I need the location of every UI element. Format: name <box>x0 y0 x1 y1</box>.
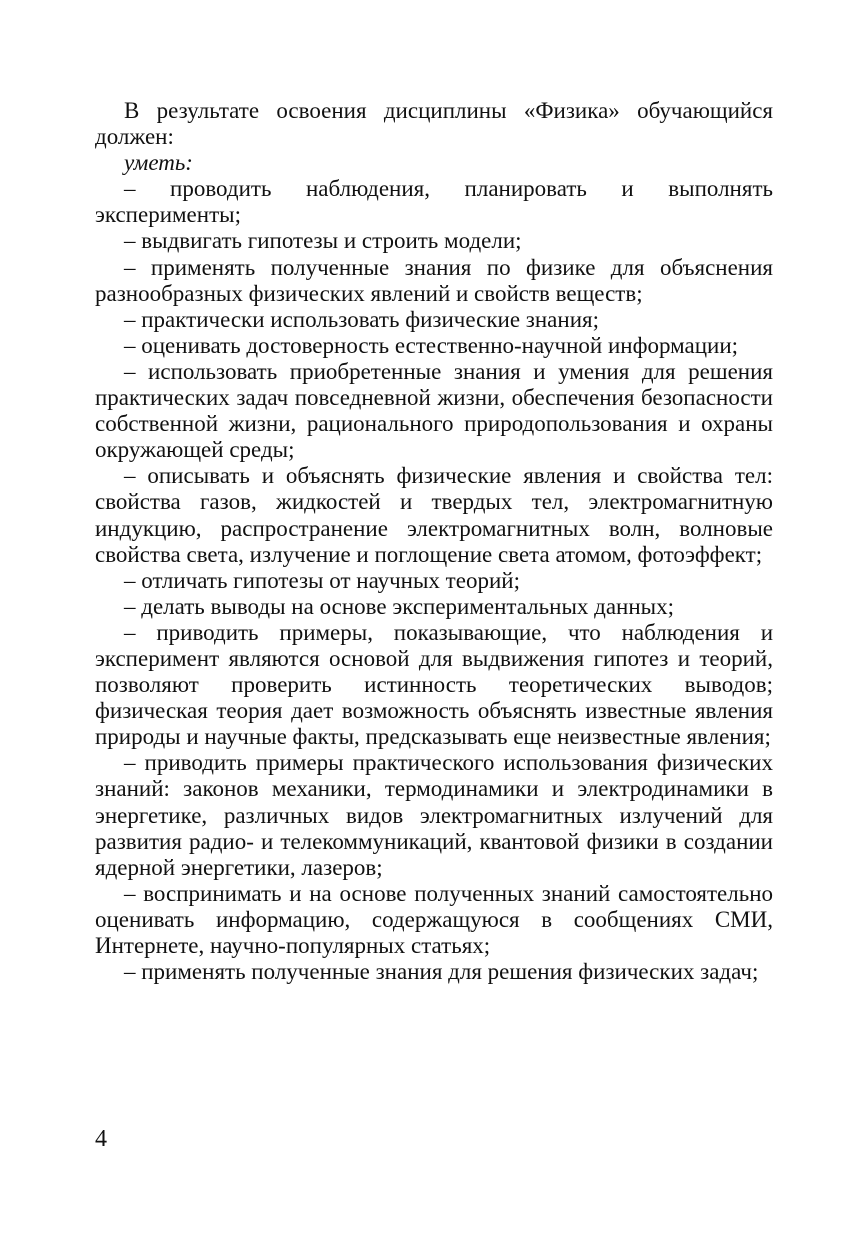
list-item: – применять полученные знания для решения физических задач; <box>124 959 759 985</box>
intro-paragraph: В результате освоения дисциплины «Физика» обучающийся должен: <box>95 98 773 150</box>
list-item: – описывать и объяснять физические явления и свойства тел: свойства газов, жидкостей и твердых тел, электромагнитную индукцию, распространение электромагнитных волн, волновые свойства света, излучение и поглощение света атомом, фотоэффект; <box>95 463 773 567</box>
list-item: – применять полученные знания по физике для объяснения разнообразных физических явлений и свойств веществ; <box>95 254 773 306</box>
list-item: – проводить наблюдения, планировать и выполнять эксперименты; <box>95 176 773 228</box>
page-body <box>95 98 773 985</box>
list-item: – приводить примеры практического использования физических знаний: законов механики, термодинамики и электродинамики в энергетике, различных видов электромагнитных излучений для развития радио- и телекоммуникаций, квантовой физики в создании ядерной энергетики, лазеров; <box>95 750 773 880</box>
skills-subheading: уметь: <box>124 150 193 176</box>
list-item: – практически использовать физические знания; <box>124 306 599 332</box>
list-item: – оценивать достоверность естественно-научной информации; <box>124 332 739 358</box>
list-item: – воспринимать и на основе полученных знаний самостоятельно оценивать информацию, содержащуюся в сообщениях СМИ, Интернете, научно-популярных статьях; <box>95 880 773 958</box>
list-item: – выдвигать гипотезы и строить модели; <box>124 228 522 254</box>
list-item: – отличать гипотезы от научных теорий; <box>124 567 520 593</box>
list-item: – делать выводы на основе экспериментальных данных; <box>124 593 675 619</box>
list-item: – приводить примеры, показывающие, что наблюдения и эксперимент являются основой для выдвижения гипотез и теорий, позволяют проверить истинность теоретических выводов; физическая теория дает возможность объяснять известные явления природы и научные факты, предсказывать еще неизвестные явления; <box>95 619 773 750</box>
page-number: 4 <box>95 1126 107 1152</box>
list-item: – использовать приобретенные знания и умения для решения практических задач повседневной жизни, обеспечения безопасности собственной жизни, рационального природопользования и охраны окружающей среды; <box>95 358 773 463</box>
